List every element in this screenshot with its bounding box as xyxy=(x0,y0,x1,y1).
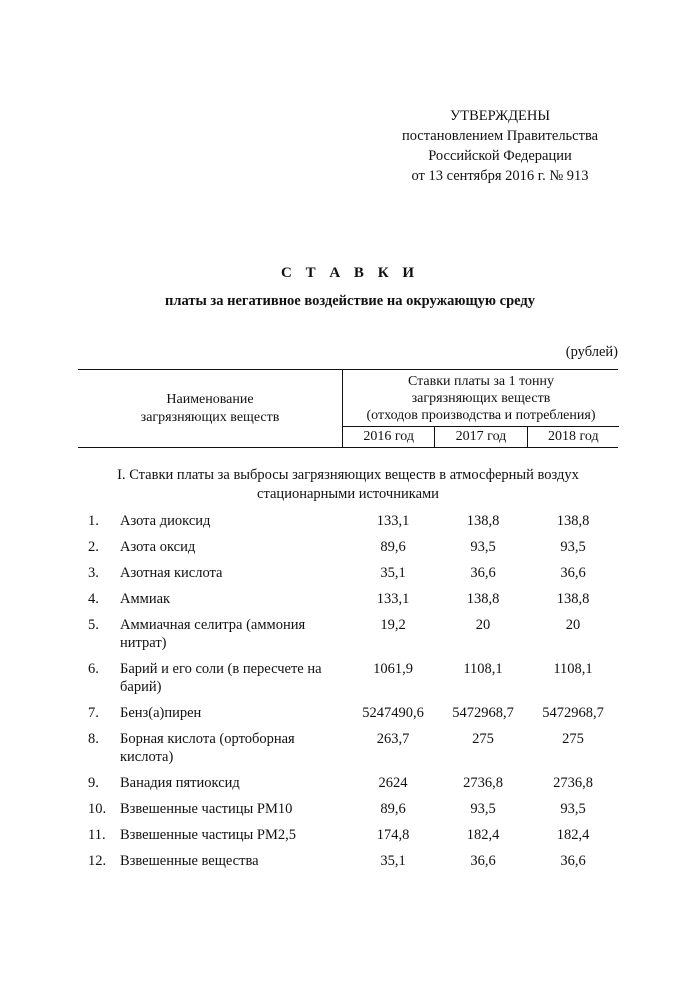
row-value-2016: 35,1 xyxy=(380,565,406,581)
row-substance: Ванадия пятиоксид xyxy=(120,775,240,791)
table-row xyxy=(78,800,618,818)
row-substance: Борная кислота (ортоборная кислота) xyxy=(120,731,295,765)
row-value-2016: 89,6 xyxy=(380,539,406,555)
row-value-2016: 263,7 xyxy=(376,731,410,747)
table-row xyxy=(78,660,618,696)
header-name-line: Наименование xyxy=(166,391,254,407)
document-title: С Т А В К И xyxy=(281,265,419,281)
approval-block xyxy=(375,106,625,186)
row-value-2017: 138,8 xyxy=(466,591,500,607)
row-value-2018: 2736,8 xyxy=(553,775,593,791)
row-value-2016: 133,1 xyxy=(376,591,410,607)
row-value-2017: 93,5 xyxy=(470,539,496,555)
row-substance: Взвешенные частицы РМ10 xyxy=(120,801,293,817)
row-value-2016: 5247490,6 xyxy=(362,705,424,721)
header-year-2018: 2018 год xyxy=(527,427,619,447)
row-number: 2. xyxy=(88,539,99,555)
row-number: 8. xyxy=(88,731,99,747)
row-substance: Бенз(а)пирен xyxy=(120,705,202,721)
header-rates-line: (отходов производства и потребления) xyxy=(366,407,596,423)
row-number: 1. xyxy=(88,513,99,529)
section-heading xyxy=(78,466,618,504)
table-row xyxy=(78,730,618,766)
table-row xyxy=(78,538,618,556)
row-substance: Азота оксид xyxy=(120,539,196,555)
row-value-2017: 5472968,7 xyxy=(452,705,514,721)
header-rates-title xyxy=(343,370,619,427)
row-value-2018: 36,6 xyxy=(560,565,586,581)
row-number: 3. xyxy=(88,565,99,581)
row-value-2016: 2624 xyxy=(378,775,408,791)
table-row xyxy=(78,704,618,722)
row-substance: Взвешенные вещества xyxy=(120,853,259,869)
row-value-2017: 36,6 xyxy=(470,565,496,581)
row-value-2017: 2736,8 xyxy=(463,775,503,791)
row-value-2017: 93,5 xyxy=(470,801,496,817)
row-value-2016: 1061,9 xyxy=(373,661,413,677)
row-value-2018: 182,4 xyxy=(556,827,590,843)
document-subtitle: платы за негативное воздействие на окружающую среду xyxy=(165,293,535,309)
row-number: 11. xyxy=(88,827,106,843)
header-years xyxy=(343,427,619,447)
row-value-2018: 1108,1 xyxy=(553,661,593,677)
approval-line: постановлением Правительства xyxy=(401,128,599,144)
approval-title: УТВЕРЖДЕНЫ xyxy=(449,108,551,124)
row-value-2017: 20 xyxy=(475,617,491,633)
row-value-2016: 133,1 xyxy=(376,513,410,529)
header-rates-cell xyxy=(342,370,619,447)
table-header xyxy=(78,369,618,448)
table-row xyxy=(78,826,618,844)
row-number: 7. xyxy=(88,705,99,721)
row-value-2018: 93,5 xyxy=(560,801,586,817)
row-value-2016: 174,8 xyxy=(376,827,410,843)
header-rates-line: Ставки платы за 1 тонну xyxy=(407,373,555,389)
row-number: 4. xyxy=(88,591,99,607)
row-value-2018: 138,8 xyxy=(556,591,590,607)
row-number: 10. xyxy=(88,801,107,817)
row-number: 5. xyxy=(88,617,99,633)
row-substance: Взвешенные частицы РМ2,5 xyxy=(120,827,296,843)
row-substance: Аммиак xyxy=(120,591,171,607)
row-value-2017: 182,4 xyxy=(466,827,500,843)
units-note: (рублей) xyxy=(565,344,618,360)
section-heading-line: I. Ставки платы за выбросы загрязняющих веществ в атмосферный воздух xyxy=(117,467,579,483)
rates-table-body xyxy=(78,512,618,878)
header-year-2016: 2016 год xyxy=(363,429,414,444)
row-value-2017: 138,8 xyxy=(466,513,500,529)
row-number: 12. xyxy=(88,853,107,869)
row-substance: Азотная кислота xyxy=(120,565,223,581)
table-row xyxy=(78,512,618,530)
row-value-2018: 20 xyxy=(565,617,581,633)
row-substance: Барий и его соли (в пересчете на барий) xyxy=(120,661,322,695)
row-value-2016: 89,6 xyxy=(380,801,406,817)
row-value-2018: 93,5 xyxy=(560,539,586,555)
header-rates-line: загрязняющих веществ xyxy=(411,390,551,406)
row-value-2018: 5472968,7 xyxy=(542,705,604,721)
row-value-2018: 275 xyxy=(562,731,584,747)
table-row xyxy=(78,564,618,582)
row-value-2018: 36,6 xyxy=(560,853,586,869)
table-row xyxy=(78,616,618,652)
table-row xyxy=(78,852,618,870)
row-substance: Азота диоксид xyxy=(120,513,211,529)
section-heading-line: стационарными источниками xyxy=(257,486,439,502)
row-value-2017: 1108,1 xyxy=(463,661,503,677)
row-number: 6. xyxy=(88,661,99,677)
header-name-cell xyxy=(78,370,342,447)
row-value-2017: 36,6 xyxy=(470,853,496,869)
row-value-2018: 138,8 xyxy=(556,513,590,529)
row-substance: Аммиачная селитра (аммония нитрат) xyxy=(120,617,306,651)
approval-date: от 13 сентября 2016 г. № 913 xyxy=(411,168,589,184)
row-value-2016: 35,1 xyxy=(380,853,406,869)
approval-line: Российской Федерации xyxy=(428,148,572,164)
table-row xyxy=(78,590,618,608)
row-number: 9. xyxy=(88,775,99,791)
row-value-2017: 275 xyxy=(472,731,494,747)
header-name-line: загрязняющих веществ xyxy=(140,409,280,425)
header-year-2017: 2017 год xyxy=(434,427,526,447)
row-value-2016: 19,2 xyxy=(380,617,406,633)
table-row xyxy=(78,774,618,792)
